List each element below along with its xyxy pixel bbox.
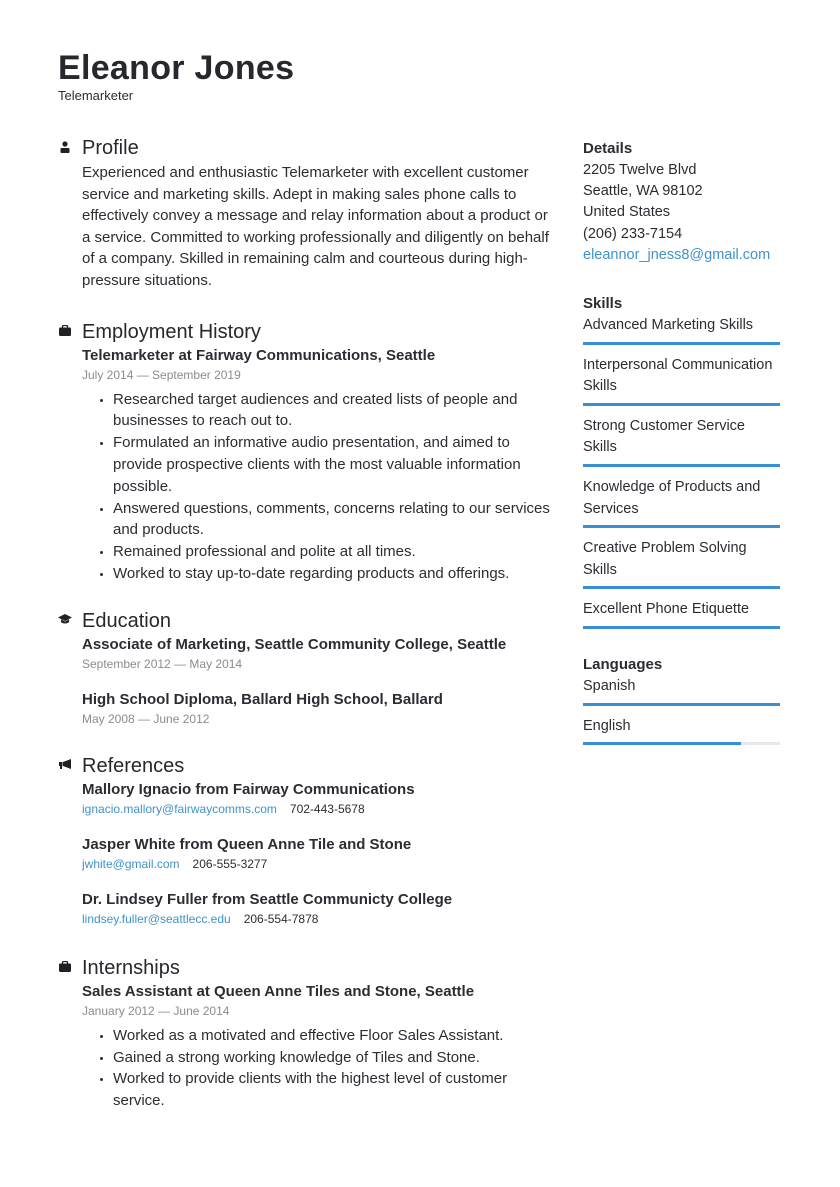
main-column	[58, 134, 558, 1112]
skill-label: Strong Customer Service Skills	[583, 417, 745, 456]
email-link[interactable]: eleannor_jness8@gmail.com	[583, 246, 771, 263]
references-heading: References	[82, 754, 185, 777]
employment-heading: Employment History	[82, 320, 261, 343]
language-item	[583, 676, 780, 706]
internships-heading: Internships	[82, 956, 180, 979]
reference-entry	[82, 780, 558, 818]
profile-heading: Profile	[82, 137, 139, 159]
skill-label: Creative Problem Solving Skills	[583, 540, 747, 578]
employment-entry	[82, 346, 558, 585]
employment-section	[58, 318, 558, 585]
skill-level-fill	[583, 403, 780, 406]
education-entry	[82, 690, 558, 728]
internship-bullets	[82, 1025, 558, 1112]
candidate-title: Telemarketer	[58, 88, 134, 103]
language-level-fill	[583, 742, 741, 745]
details-block	[583, 138, 780, 266]
briefcase-icon	[58, 324, 72, 338]
person-icon	[58, 140, 72, 154]
profile-text: Experienced and enthusiastic Telemarketer with excellent customer service and marketing skills. Adept in making sales phone calls to effectively convey a message and relay information about a product or a service. Committed to working professionally and diligently on behalf of a company. Skilled in remaining calm and courteous during high-pressure situations.	[82, 164, 549, 289]
reference-email-link[interactable]: jwhite@gmail.com	[82, 856, 180, 871]
skill-level-fill	[583, 586, 780, 589]
references-section	[58, 752, 558, 928]
candidate-name: Eleanor Jones	[58, 49, 295, 87]
skill-label: Interpersonal Communication Skills	[583, 356, 773, 395]
language-level-fill	[583, 703, 780, 706]
country: United States	[583, 204, 671, 221]
education-entry	[82, 635, 558, 673]
skill-item	[583, 315, 780, 345]
degree-dates: September 2012 — May 2014	[82, 656, 243, 671]
education-section	[58, 607, 558, 728]
graduation-cap-icon	[58, 613, 72, 627]
bullet-item: Gained a strong working knowledge of Tiles and Stone.	[96, 1047, 558, 1069]
skill-item	[583, 416, 780, 467]
skill-level-fill	[583, 626, 780, 629]
education-heading: Education	[82, 609, 171, 632]
job-dates: July 2014 — September 2019	[82, 367, 241, 382]
reference-phone: 702-443-5678	[289, 801, 365, 816]
reference-email-link[interactable]: lindsey.fuller@seattlecc.edu	[82, 911, 231, 926]
job-title: Telemarketer at Fairway Communications, Seattle	[82, 346, 436, 364]
reference-name: Jasper White from Queen Anne Tile and Stone	[82, 835, 412, 853]
languages-block	[583, 654, 780, 745]
details-heading: Details	[583, 140, 633, 157]
bullet-item: Remained professional and polite at all times.	[96, 541, 558, 563]
address-line-1: 2205 Twelve Blvd	[583, 162, 697, 178]
language-label: Spanish	[583, 677, 636, 694]
skill-item	[583, 538, 780, 589]
degree-dates: May 2008 — June 2012	[82, 711, 210, 726]
bullet-item: Worked to stay up-to-date regarding products and offerings.	[96, 563, 558, 585]
skill-level-bar	[583, 403, 780, 406]
skill-label: Excellent Phone Etiquette	[583, 601, 750, 618]
skill-level-bar	[583, 525, 780, 528]
reference-name: Mallory Ignacio from Fairway Communications	[82, 780, 415, 798]
skill-level-bar	[583, 464, 780, 467]
reference-phone: 206-554-7878	[243, 911, 319, 926]
megaphone-icon	[58, 758, 72, 772]
skill-level-fill	[583, 525, 780, 528]
reference-entry	[82, 890, 558, 928]
skill-label: Advanced Marketing Skills	[583, 317, 754, 334]
language-label: English	[583, 717, 631, 734]
bullet-item: Worked as a motivated and effective Floor Sales Assistant.	[96, 1025, 558, 1047]
skill-level-fill	[583, 464, 780, 467]
reference-email-link[interactable]: ignacio.mallory@fairwaycomms.com	[82, 801, 277, 816]
skill-item	[583, 477, 780, 528]
job-bullets	[82, 389, 558, 585]
skills-block	[583, 293, 780, 629]
skill-level-fill	[583, 342, 780, 345]
internship-title: Sales Assistant at Queen Anne Tiles and Stone, Seattle	[82, 982, 475, 1000]
skill-level-bar	[583, 342, 780, 345]
reference-name: Dr. Lindsey Fuller from Seattle Communicty College	[82, 890, 453, 908]
address-line-2: Seattle, WA 98102	[583, 183, 703, 200]
degree-title: High School Diploma, Ballard High School, Ballard	[82, 690, 443, 708]
language-level-bar	[583, 742, 780, 745]
language-level-bar	[583, 703, 780, 706]
briefcase-icon	[58, 960, 72, 974]
internships-section	[58, 954, 558, 1112]
skill-level-bar	[583, 626, 780, 629]
phone-number: (206) 233-7154	[583, 225, 683, 242]
languages-heading: Languages	[583, 655, 663, 673]
internship-entry	[82, 982, 558, 1112]
skill-level-bar	[583, 586, 780, 589]
sidebar	[583, 138, 780, 745]
skill-item	[583, 599, 780, 629]
language-item	[583, 716, 780, 746]
profile-section	[58, 134, 558, 292]
degree-title: Associate of Marketing, Seattle Community College, Seattle	[82, 635, 507, 653]
skill-label: Knowledge of Products and Services	[583, 478, 761, 517]
skill-item	[583, 355, 780, 406]
bullet-item: Researched target audiences and created lists of people and businesses to reach out to.	[96, 389, 558, 433]
reference-entry	[82, 835, 558, 873]
skills-heading: Skills	[583, 295, 623, 313]
bullet-item: Worked to provide clients with the highest level of customer service.	[96, 1068, 558, 1112]
bullet-item: Answered questions, comments, concerns relating to our services and products.	[96, 498, 558, 542]
reference-phone: 206-555-3277	[192, 856, 268, 871]
bullet-item: Formulated an informative audio presentation, and aimed to provide prospective clients with the most valuable information possible.	[96, 432, 558, 497]
internship-dates: January 2012 — June 2014	[82, 1003, 230, 1018]
resume-header	[58, 48, 294, 104]
